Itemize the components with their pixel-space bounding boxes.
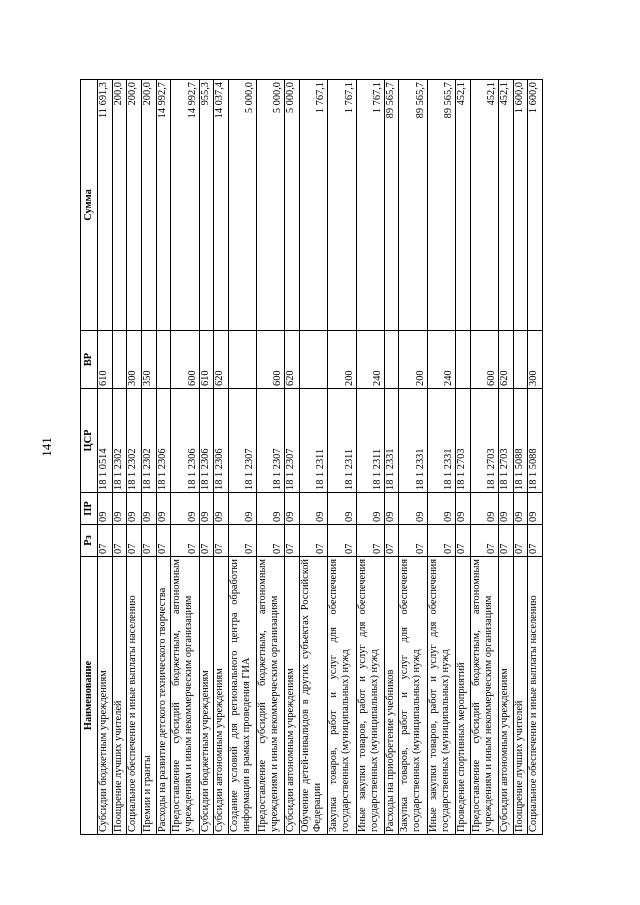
cell-sum: 200,0 xyxy=(142,80,157,331)
cell-name: Премии и гранты xyxy=(142,557,157,835)
cell-sum: 200,0 xyxy=(112,80,127,331)
cell-rz: 07 xyxy=(399,525,427,557)
cell-sum: 1 767,1 xyxy=(356,80,384,331)
cell-vr: 200 xyxy=(328,331,356,389)
cell-sum: 452,1 xyxy=(498,80,513,331)
cell-name: Социальное обеспечение и иные выплаты населению xyxy=(528,557,543,835)
cell-name: Иные закупки товаров, работ и услуг для обеспечения государственных (муниципальных) нужд xyxy=(427,557,455,835)
table-row xyxy=(455,80,470,835)
cell-csr: 18 1 2306 xyxy=(214,389,229,493)
table-row xyxy=(427,80,455,835)
cell-name: Расходы на развитие детского технического творчества xyxy=(156,557,171,835)
cell-sum: 1 767,1 xyxy=(328,80,356,331)
cell-name: Субсидии автономным учреждениям xyxy=(214,557,229,835)
table-row xyxy=(214,80,229,835)
cell-vr: 620 xyxy=(498,331,513,389)
cell-vr: 610 xyxy=(199,331,214,389)
cell-rz: 07 xyxy=(455,525,470,557)
cell-csr: 18 1 5088 xyxy=(513,389,528,493)
cell-csr: 18 1 2307 xyxy=(257,389,285,493)
cell-rz: 07 xyxy=(300,525,328,557)
cell-rz: 07 xyxy=(257,525,285,557)
cell-pr: 09 xyxy=(142,493,157,525)
cell-name: Проведение спортивных мероприятий xyxy=(455,557,470,835)
cell-rz: 07 xyxy=(127,525,142,557)
cell-pr: 09 xyxy=(171,493,199,525)
cell-vr xyxy=(156,331,171,389)
table-row xyxy=(142,80,157,835)
table-row xyxy=(356,80,384,835)
table-row xyxy=(328,80,356,835)
cell-vr: 240 xyxy=(356,331,384,389)
cell-vr: 600 xyxy=(257,331,285,389)
cell-vr: 300 xyxy=(528,331,543,389)
cell-rz: 07 xyxy=(427,525,455,557)
cell-pr: 09 xyxy=(285,493,300,525)
cell-rz: 07 xyxy=(470,525,498,557)
cell-name: Закупка товаров, работ и услуг для обеспечения государственных (муниципальных) нужд xyxy=(399,557,427,835)
cell-sum: 1 600,0 xyxy=(513,80,528,331)
table-row xyxy=(228,80,256,835)
cell-csr: 18 1 2307 xyxy=(228,389,256,493)
cell-vr xyxy=(384,331,399,389)
table-row xyxy=(171,80,199,835)
table-row xyxy=(98,80,113,835)
cell-sum: 5 000,0 xyxy=(257,80,285,331)
cell-rz: 07 xyxy=(228,525,256,557)
cell-csr: 18 1 0514 xyxy=(98,389,113,493)
cell-sum: 1 767,1 xyxy=(300,80,328,331)
cell-pr: 09 xyxy=(127,493,142,525)
table-row xyxy=(498,80,513,835)
cell-vr: 610 xyxy=(98,331,113,389)
table-row xyxy=(199,80,214,835)
cell-vr: 600 xyxy=(470,331,498,389)
cell-rz: 07 xyxy=(98,525,113,557)
table-row xyxy=(528,80,543,835)
cell-pr: 09 xyxy=(356,493,384,525)
cell-pr: 09 xyxy=(98,493,113,525)
cell-name: Субсидии бюджетным учреждениям xyxy=(199,557,214,835)
table-row xyxy=(112,80,127,835)
cell-rz: 07 xyxy=(112,525,127,557)
cell-vr xyxy=(300,331,328,389)
cell-vr xyxy=(112,331,127,389)
cell-csr: 18 1 2302 xyxy=(112,389,127,493)
cell-csr: 18 1 2311 xyxy=(300,389,328,493)
cell-name: Социальное обеспечение и иные выплаты населению xyxy=(127,557,142,835)
header-rz: Рз xyxy=(81,525,98,557)
cell-rz: 07 xyxy=(498,525,513,557)
cell-sum: 200,0 xyxy=(127,80,142,331)
cell-csr: 18 1 2703 xyxy=(498,389,513,493)
cell-rz: 07 xyxy=(171,525,199,557)
table-row xyxy=(470,80,498,835)
cell-rz: 07 xyxy=(199,525,214,557)
cell-rz: 07 xyxy=(156,525,171,557)
cell-csr: 18 1 5088 xyxy=(528,389,543,493)
table-row xyxy=(513,80,528,835)
cell-csr: 18 1 2311 xyxy=(356,389,384,493)
cell-csr: 18 1 2302 xyxy=(142,389,157,493)
cell-vr: 240 xyxy=(427,331,455,389)
cell-rz: 07 xyxy=(142,525,157,557)
cell-pr: 09 xyxy=(156,493,171,525)
cell-csr: 18 1 2703 xyxy=(470,389,498,493)
cell-sum: 5 000,0 xyxy=(228,80,256,331)
cell-name: Расходы на приобретение учебников xyxy=(384,557,399,835)
table-header-row xyxy=(81,80,98,835)
cell-name: Предоставление субсидий бюджетным, автономным учреждениям и иным некоммерческим организациям xyxy=(171,557,199,835)
cell-csr: 18 1 2703 xyxy=(455,389,470,493)
table-row xyxy=(285,80,300,835)
cell-csr: 18 1 2307 xyxy=(285,389,300,493)
cell-rz: 07 xyxy=(328,525,356,557)
header-csr: ЦСР xyxy=(81,389,98,493)
cell-sum: 89 565,7 xyxy=(384,80,399,331)
rotated-table-container xyxy=(80,80,543,835)
cell-vr: 620 xyxy=(214,331,229,389)
cell-csr: 18 1 2306 xyxy=(156,389,171,493)
cell-pr: 09 xyxy=(498,493,513,525)
cell-csr: 18 1 2331 xyxy=(399,389,427,493)
cell-pr: 09 xyxy=(427,493,455,525)
cell-vr: 300 xyxy=(127,331,142,389)
cell-pr: 09 xyxy=(228,493,256,525)
cell-sum: 11 691,3 xyxy=(98,80,113,331)
cell-pr: 09 xyxy=(214,493,229,525)
cell-vr xyxy=(455,331,470,389)
page-number: 141 xyxy=(39,437,54,457)
cell-csr: 18 1 2306 xyxy=(199,389,214,493)
cell-rz: 07 xyxy=(528,525,543,557)
cell-csr: 18 1 2331 xyxy=(427,389,455,493)
cell-pr: 09 xyxy=(399,493,427,525)
cell-name: Создание условий для регионального центра обработки информации в рамках проведения ГИА xyxy=(228,557,256,835)
table-row xyxy=(127,80,142,835)
cell-csr: 18 1 2311 xyxy=(328,389,356,493)
cell-sum: 14 992,7 xyxy=(156,80,171,331)
cell-name: Предоставление субсидий бюджетным, автономным учреждениям и иным некоммерческим организациям xyxy=(257,557,285,835)
cell-name: Субсидии бюджетным учреждениям xyxy=(98,557,113,835)
cell-sum: 14 037,4 xyxy=(214,80,229,331)
cell-pr: 09 xyxy=(513,493,528,525)
header-name: Наименование xyxy=(81,557,98,835)
cell-name: Обучение детей-инвалидов в других субъектах Российской Федерации xyxy=(300,557,328,835)
table-row xyxy=(384,80,399,835)
cell-pr: 09 xyxy=(328,493,356,525)
cell-vr: 350 xyxy=(142,331,157,389)
cell-csr: 18 1 2306 xyxy=(171,389,199,493)
cell-sum: 89 565,7 xyxy=(399,80,427,331)
cell-sum: 14 992,7 xyxy=(171,80,199,331)
header-vr: ВР xyxy=(81,331,98,389)
cell-vr: 600 xyxy=(171,331,199,389)
cell-pr: 09 xyxy=(300,493,328,525)
table-body xyxy=(98,80,543,835)
cell-pr: 09 xyxy=(257,493,285,525)
cell-pr: 09 xyxy=(384,493,399,525)
cell-csr: 18 1 2331 xyxy=(384,389,399,493)
cell-name: Предоставление субсидий бюджетным, автономным учреждениям и иным некоммерческим организациям xyxy=(470,557,498,835)
cell-rz: 07 xyxy=(214,525,229,557)
cell-vr: 200 xyxy=(399,331,427,389)
cell-name: Закупка товаров, работ и услуг для обеспечения государственных (муниципальных) нужд xyxy=(328,557,356,835)
cell-sum: 955,3 xyxy=(199,80,214,331)
header-pr: ПР xyxy=(81,493,98,525)
cell-sum: 452,1 xyxy=(470,80,498,331)
cell-sum: 5 000,0 xyxy=(285,80,300,331)
cell-csr: 18 1 2302 xyxy=(127,389,142,493)
cell-sum: 89 565,7 xyxy=(427,80,455,331)
cell-pr: 09 xyxy=(199,493,214,525)
cell-rz: 07 xyxy=(285,525,300,557)
table-row xyxy=(257,80,285,835)
cell-pr: 09 xyxy=(528,493,543,525)
cell-vr: 620 xyxy=(285,331,300,389)
cell-pr: 09 xyxy=(112,493,127,525)
budget-table xyxy=(80,79,543,835)
cell-name: Субсидии автономным учреждениям xyxy=(285,557,300,835)
cell-pr: 09 xyxy=(470,493,498,525)
cell-rz: 07 xyxy=(356,525,384,557)
cell-rz: 07 xyxy=(384,525,399,557)
cell-vr xyxy=(228,331,256,389)
table-row xyxy=(399,80,427,835)
cell-name: Иные закупки товаров, работ и услуг для обеспечения государственных (муниципальных) нужд xyxy=(356,557,384,835)
table-row xyxy=(156,80,171,835)
cell-vr xyxy=(513,331,528,389)
table-row xyxy=(300,80,328,835)
cell-sum: 1 600,0 xyxy=(528,80,543,331)
cell-name: Поощрение лучших учителей xyxy=(513,557,528,835)
cell-name: Субсидии автономным учреждениям xyxy=(498,557,513,835)
cell-name: Поощрение лучших учителей xyxy=(112,557,127,835)
header-sum: Сумма xyxy=(81,80,98,331)
cell-rz: 07 xyxy=(513,525,528,557)
cell-pr: 09 xyxy=(455,493,470,525)
cell-sum: 452,1 xyxy=(455,80,470,331)
